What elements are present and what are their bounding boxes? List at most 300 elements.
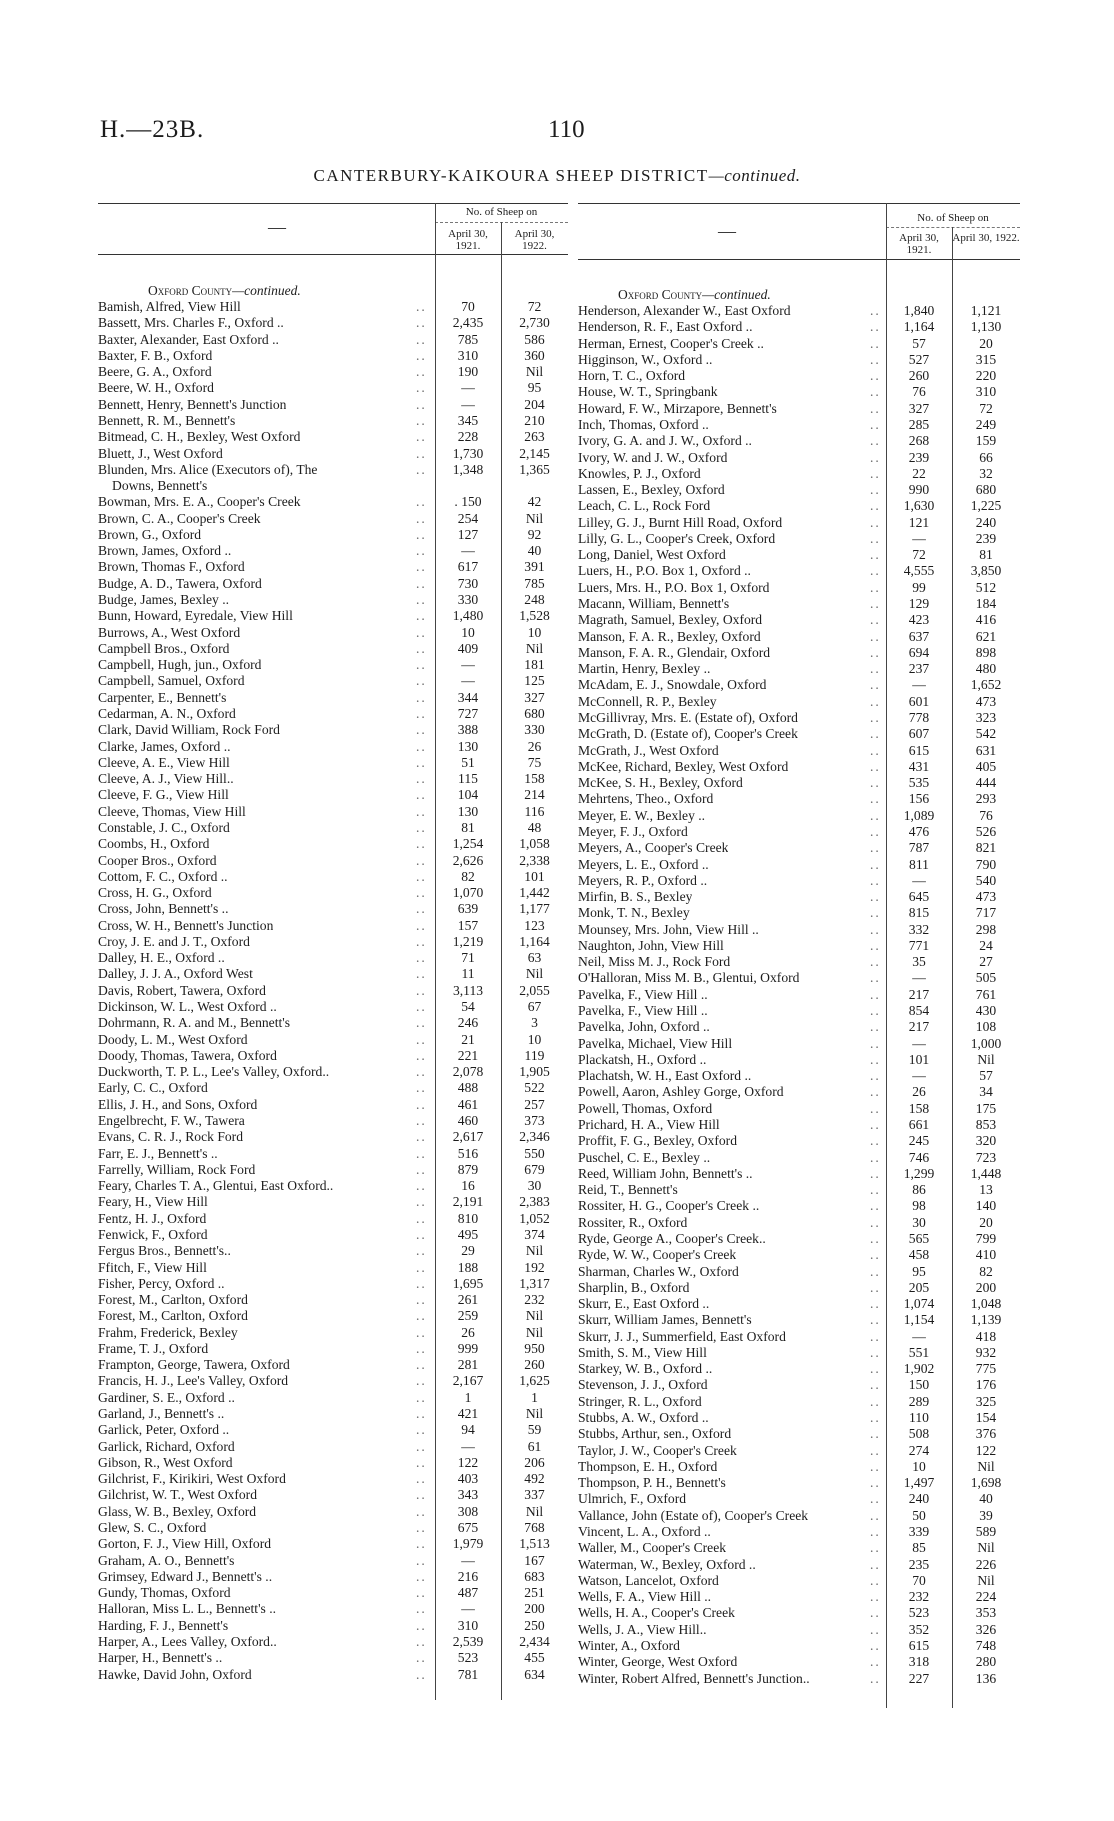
count-1922: 540	[975, 872, 997, 888]
count-1922: 748	[975, 1637, 997, 1653]
count-1921: 1,840	[903, 303, 935, 318]
leader-dots: ..	[870, 1605, 881, 1621]
entry-name: Cleeve, A. E., View Hill	[98, 754, 230, 770]
count-1922: 405	[975, 758, 997, 774]
entry-name: Neil, Miss M. J., Rock Ford	[578, 954, 731, 970]
entry-name: Baxter, F. B., Oxford	[98, 347, 213, 363]
header-bottom-rule	[578, 259, 1020, 260]
count-1921: 289	[908, 1393, 930, 1409]
table-row	[98, 1634, 568, 1650]
table-row	[578, 905, 1020, 921]
entry-name: Stubbs, A. W., Oxford ..	[578, 1410, 709, 1426]
count-1921: 999	[457, 1340, 479, 1356]
count-1922: 214	[524, 787, 545, 803]
count-1922: 192	[524, 1259, 545, 1275]
leader-dots: ..	[870, 416, 881, 432]
entry-name: Early, C. C., Oxford	[98, 1080, 208, 1096]
count-1922: 122	[975, 1442, 997, 1458]
entry-name: Cottom, F. C., Oxford ..	[98, 868, 228, 884]
entry-name: Croy, J. E. and J. T., Oxford	[98, 933, 250, 949]
entry-name: Gibson, R., West Oxford	[98, 1454, 233, 1470]
count-1921: 57	[912, 335, 926, 351]
count-1922: 10	[527, 624, 542, 640]
leader-dots: ..	[870, 1068, 881, 1084]
entry-name: Manson, F. A. R., Glendair, Oxford	[578, 644, 771, 660]
table-row	[578, 612, 1020, 628]
leader-dots: ..	[870, 1035, 881, 1051]
count-1921: 71	[461, 950, 475, 966]
count-1921: 1,074	[903, 1296, 935, 1312]
leader-dots: ..	[416, 1666, 427, 1682]
table-row	[578, 824, 1020, 840]
table-row	[98, 1080, 568, 1096]
count-1922: Nil	[977, 1051, 995, 1067]
table-row	[98, 527, 568, 543]
count-1921: 781	[457, 1666, 479, 1682]
leader-dots: ..	[416, 1129, 427, 1145]
count-1921: 150	[908, 1377, 930, 1393]
count-1922: 373	[524, 1113, 545, 1128]
count-1922: 206	[524, 1454, 545, 1470]
count-1922: 310	[975, 384, 997, 400]
entry-name: Fergus Bros., Bennett's..	[98, 1243, 231, 1259]
leader-dots: ..	[870, 1377, 881, 1393]
table-row	[98, 364, 568, 380]
table-row	[98, 1601, 568, 1617]
table-row	[578, 1377, 1020, 1393]
leader-dots: ..	[870, 823, 881, 839]
count-1921: —	[461, 380, 475, 396]
count-1922: 263	[524, 429, 545, 445]
leader-dots: ..	[416, 966, 427, 982]
table-row	[578, 417, 1020, 433]
entry-name: Ivory, W. and J. W., Oxford	[578, 449, 728, 465]
entry-name: Waterman, W., Bexley, Oxford ..	[578, 1556, 756, 1572]
entry-name: Ffitch, F., View Hill	[98, 1259, 207, 1275]
table-row	[578, 1036, 1020, 1052]
count-1921: 727	[457, 706, 479, 721]
entry-name: McGillivray, Mrs. E. (Estate of), Oxford	[578, 710, 798, 725]
entry-name: Grimsey, Edward J., Bennett's ..	[98, 1568, 273, 1584]
count-1921: 1,164	[903, 319, 935, 335]
count-1921: 115	[458, 771, 478, 787]
table-row	[98, 576, 568, 592]
leader-dots: ..	[870, 889, 881, 905]
count-1921: 310	[457, 1617, 479, 1633]
entry-name: Forest, M., Carlton, Oxford	[98, 1292, 248, 1308]
count-1921: 352	[908, 1621, 930, 1637]
leader-dots: ..	[870, 1100, 881, 1116]
count-1922: 492	[524, 1471, 545, 1487]
count-1921: 1,630	[903, 498, 935, 514]
leader-dots: ..	[416, 1520, 427, 1535]
entry-name: Gorton, F. J., View Hill, Oxford	[98, 1536, 272, 1552]
entry-name: Campbell Bros., Oxford	[98, 640, 230, 656]
table-row	[578, 1084, 1020, 1100]
count-1921: 461	[457, 1096, 479, 1112]
count-1922: 72	[979, 400, 993, 416]
leader-dots: ..	[416, 347, 427, 363]
count-1921: 854	[908, 1003, 930, 1019]
entry-name: Bluett, J., West Oxford	[98, 445, 223, 461]
count-1921: 81	[461, 819, 475, 835]
count-1922: 250	[524, 1617, 545, 1633]
count-1922: 680	[975, 482, 997, 498]
leader-dots: ..	[416, 885, 427, 901]
leader-dots: ..	[416, 1113, 427, 1128]
count-1921: 551	[908, 1344, 930, 1360]
count-1922: 167	[524, 1552, 545, 1568]
count-1921: 121	[908, 514, 930, 530]
table-row	[98, 869, 568, 885]
table-row	[578, 531, 1020, 547]
table-row	[578, 677, 1020, 693]
count-1922: 175	[975, 1100, 997, 1116]
leader-dots: ..	[416, 1422, 427, 1438]
table-row	[98, 1422, 568, 1438]
table-row	[578, 710, 1020, 726]
count-1922: 154	[975, 1410, 997, 1426]
entry-name: Glass, W. B., Bexley, Oxford	[98, 1503, 257, 1519]
count-1922: 323	[975, 710, 997, 725]
count-1921: 274	[908, 1442, 930, 1458]
count-1921: 2,617	[452, 1129, 484, 1145]
count-1922: 57	[979, 1068, 993, 1084]
table-row	[578, 1247, 1020, 1263]
count-1922: 40	[979, 1491, 993, 1507]
leader-dots: ..	[416, 722, 427, 738]
col-1922-header: April 30, 1922.	[514, 228, 555, 252]
entry-name: Brown, G., Oxford	[98, 526, 202, 542]
table-row	[98, 397, 568, 413]
count-1922: 325	[975, 1393, 997, 1409]
leader-dots: ..	[870, 368, 881, 384]
entry-name: Lassen, E., Bexley, Oxford	[578, 482, 725, 498]
leader-dots: ..	[416, 673, 427, 689]
entry-name: Harding, F. J., Bennett's	[98, 1617, 229, 1633]
entry-name: Rossiter, H. G., Cooper's Creek ..	[578, 1198, 760, 1214]
leader-dots: ..	[870, 1019, 881, 1035]
table-row	[578, 857, 1020, 873]
entry-name: Magrath, Samuel, Bexley, Oxford	[578, 612, 763, 628]
leader-dots: ..	[416, 901, 427, 917]
count-1921: 30	[912, 1214, 926, 1230]
entry-name: Naughton, John, View Hill	[578, 937, 724, 953]
count-1921: 1,154	[903, 1312, 935, 1328]
table-row	[578, 1068, 1020, 1084]
table-row	[578, 1150, 1020, 1166]
leader-dots: ..	[870, 303, 881, 318]
leader-dots: ..	[870, 1084, 881, 1100]
leader-dots: ..	[870, 791, 881, 807]
entry-name: Clarke, James, Oxford ..	[98, 738, 231, 754]
count-1922: 1,625	[519, 1373, 550, 1389]
table-row	[578, 1182, 1020, 1198]
count-1922: 101	[524, 868, 545, 884]
entry-name: Bowman, Mrs. E. A., Cooper's Creek	[98, 494, 301, 510]
count-1921: 72	[912, 547, 926, 563]
count-1921: 388	[457, 722, 479, 738]
table-row	[578, 547, 1020, 563]
entry-name: Baxter, Alexander, East Oxford ..	[98, 331, 279, 347]
entry-name: Hawke, David John, Oxford	[98, 1666, 252, 1682]
count-1921: 1,979	[452, 1536, 484, 1552]
group-rule	[886, 227, 1020, 228]
entry-name: Garlick, Richard, Oxford	[98, 1438, 235, 1454]
table-row	[98, 1064, 568, 1080]
count-1921: 268	[908, 433, 930, 449]
count-1921: 615	[908, 742, 930, 758]
leader-dots: ..	[416, 299, 427, 314]
count-1922: 119	[524, 1047, 545, 1063]
section-heading	[618, 287, 771, 303]
count-1922: 59	[527, 1422, 542, 1438]
count-1922: 32	[979, 465, 993, 481]
count-1922: 260	[524, 1357, 545, 1373]
table-row	[578, 1573, 1020, 1589]
count-1922: 3,850	[970, 563, 1002, 579]
count-1921: —	[461, 673, 475, 689]
count-1922: 418	[975, 1328, 997, 1344]
entry-name: Harper, A., Lees Valley, Oxford..	[98, 1633, 277, 1649]
count-1921: —	[461, 657, 475, 673]
table-row	[98, 1146, 568, 1162]
leader-dots: ..	[416, 1031, 427, 1047]
count-1921: 237	[908, 661, 930, 677]
table-row	[98, 1211, 568, 1227]
table-row	[578, 954, 1020, 970]
entry-name-continued: Downs, Bennett's	[112, 478, 208, 494]
leader-dots: ..	[870, 400, 881, 416]
count-1922: 63	[527, 950, 542, 966]
leader-dots: ..	[870, 1589, 881, 1605]
entry-name: McKee, Richard, Bexley, West Oxford	[578, 758, 789, 774]
section-name: Oxford County	[148, 283, 233, 298]
count-1922: 2,145	[519, 445, 550, 461]
count-1921: 787	[908, 840, 930, 856]
table-row	[578, 1101, 1020, 1117]
table-row	[98, 820, 568, 836]
count-1922: 125	[524, 673, 545, 689]
entry-name: Powell, Thomas, Oxford	[578, 1100, 713, 1116]
table-row	[578, 987, 1020, 1003]
count-1921: 565	[908, 1230, 930, 1246]
count-1922: 48	[527, 819, 542, 835]
leader-dots: ..	[416, 1585, 427, 1601]
count-1921: 815	[908, 905, 930, 921]
entry-name: Cleeve, F. G., View Hill	[98, 787, 229, 803]
entry-name: Prichard, H. A., View Hill	[578, 1117, 720, 1132]
count-1921: 104	[457, 787, 479, 803]
table-row	[98, 1357, 568, 1373]
count-1921: 1,902	[903, 1361, 935, 1377]
leader-dots: ..	[416, 592, 427, 608]
col-1922-header: April 30, 1922.	[952, 232, 1020, 244]
count-1922: 480	[975, 661, 997, 677]
leader-dots: ..	[870, 726, 881, 742]
leader-dots: ..	[416, 640, 427, 656]
count-1921: —	[912, 530, 926, 546]
leader-dots: ..	[416, 331, 427, 347]
count-1921: 2,435	[452, 315, 484, 331]
table-row	[98, 299, 568, 315]
leader-dots: ..	[870, 1117, 881, 1132]
count-1922: 226	[975, 1556, 997, 1572]
count-1921: . 150	[454, 494, 482, 510]
entry-name: Mehrtens, Theo., Oxford	[578, 791, 714, 807]
count-1922: 298	[975, 921, 997, 937]
leader-dots: ..	[416, 1406, 427, 1422]
count-1921: 495	[457, 1226, 479, 1242]
leader-dots: ..	[416, 1373, 427, 1389]
leader-dots: ..	[416, 1161, 427, 1177]
name-column-header: —	[268, 217, 286, 237]
table-row	[578, 1638, 1020, 1654]
count-1922: 717	[975, 905, 997, 921]
entry-name: Watson, Lancelot, Oxford	[578, 1572, 719, 1588]
table-row	[578, 726, 1020, 742]
table-row	[98, 1194, 568, 1210]
leader-dots: ..	[870, 1263, 881, 1279]
leader-dots: ..	[870, 807, 881, 823]
count-1922: 950	[524, 1340, 545, 1356]
count-1922: 10	[527, 1031, 542, 1047]
entry-name: Brown, James, Oxford ..	[98, 543, 232, 559]
entry-name: Ellis, J. H., and Sons, Oxford	[98, 1096, 258, 1112]
leader-dots: ..	[416, 1243, 427, 1259]
table-row	[578, 1491, 1020, 1507]
count-1922: 932	[975, 1344, 997, 1360]
table-row	[98, 771, 568, 787]
entry-name: Brown, Thomas F., Oxford	[98, 559, 245, 575]
count-1921: 245	[908, 1133, 930, 1149]
entry-name: Constable, J. C., Oxford	[98, 819, 230, 835]
count-1921: 246	[457, 1015, 479, 1031]
leader-dots: ..	[416, 1194, 427, 1210]
count-1921: 527	[908, 351, 930, 367]
leader-dots: ..	[870, 596, 881, 612]
count-1922: 251	[524, 1585, 545, 1601]
entry-name: McKee, S. H., Bexley, Oxford	[578, 775, 743, 791]
leader-dots: ..	[870, 1507, 881, 1523]
count-1922: 790	[975, 856, 997, 872]
table-row	[578, 1231, 1020, 1247]
leader-dots: ..	[416, 1617, 427, 1633]
table-row	[578, 1019, 1020, 1035]
leader-dots: ..	[416, 412, 427, 428]
leader-dots: ..	[416, 429, 427, 445]
table-row	[578, 384, 1020, 400]
count-1922: 248	[524, 592, 545, 608]
table-row	[98, 1113, 568, 1129]
count-1921: 811	[909, 856, 929, 872]
count-1921: 122	[457, 1454, 479, 1470]
table-row	[98, 706, 568, 722]
entry-name: Gilchrist, F., Kirikiri, West Oxford	[98, 1471, 286, 1487]
table-row	[98, 559, 568, 575]
entry-name: Meyers, L. E., Oxford ..	[578, 856, 709, 872]
count-1922: Nil	[977, 1572, 995, 1588]
entry-name: Doody, Thomas, Tawera, Oxford	[98, 1047, 277, 1063]
count-1921: 523	[908, 1605, 930, 1621]
leader-dots: ..	[416, 754, 427, 770]
count-1921: 785	[457, 331, 479, 347]
entry-name: Budge, James, Bexley ..	[98, 592, 230, 608]
count-1921: 10	[461, 624, 475, 640]
table-row	[98, 543, 568, 559]
table-row	[578, 1540, 1020, 1556]
count-1921: —	[461, 543, 475, 559]
table-row	[578, 1329, 1020, 1345]
count-1922: 95	[527, 380, 542, 396]
leader-dots: ..	[870, 677, 881, 693]
count-1921: 1,254	[452, 836, 484, 852]
count-1921: 1,695	[452, 1275, 484, 1291]
count-1921: 535	[908, 775, 930, 791]
entry-name: Smith, S. M., View Hill	[578, 1344, 707, 1360]
leader-dots: ..	[416, 1210, 427, 1226]
count-1921: 330	[457, 592, 479, 608]
sheep-count-group-header: No. of Sheep on	[465, 206, 538, 218]
count-1921: 2,167	[452, 1373, 484, 1389]
entry-name: Vallance, John (Estate of), Cooper's Creek	[578, 1507, 809, 1523]
table-row	[578, 1166, 1020, 1182]
leader-dots: ..	[416, 771, 427, 787]
count-1922: 293	[975, 791, 997, 807]
count-1921: —	[912, 1068, 926, 1084]
count-1921: —	[912, 1328, 926, 1344]
leader-dots: ..	[870, 498, 881, 514]
count-1921: 101	[908, 1051, 930, 1067]
count-1921: —	[912, 872, 926, 888]
count-1921: 127	[457, 526, 479, 542]
leader-dots: ..	[416, 1178, 427, 1194]
entry-name: Bitmead, C. H., Bexley, West Oxford	[98, 429, 301, 445]
count-1922: Nil	[525, 1503, 544, 1519]
table-row	[98, 804, 568, 820]
section-suffix: —continued.	[702, 287, 771, 302]
leader-dots: ..	[870, 1344, 881, 1360]
table-row	[98, 1536, 568, 1552]
leader-dots: ..	[416, 1015, 427, 1031]
leader-dots: ..	[870, 465, 881, 481]
entry-name: McGrath, D. (Estate of), Cooper's Creek	[578, 726, 798, 742]
entry-name: Fisher, Percy, Oxford ..	[98, 1275, 225, 1291]
table-row	[578, 1557, 1020, 1573]
count-1921: 21	[461, 1031, 475, 1047]
entry-name: Winter, A., Oxford	[578, 1637, 680, 1653]
count-1922: 785	[524, 575, 545, 591]
count-1921: 254	[457, 510, 479, 526]
leader-dots: ..	[416, 315, 427, 331]
count-1922: 123	[524, 917, 545, 933]
leader-dots: ..	[870, 775, 881, 791]
count-1922: 159	[975, 433, 997, 449]
entry-name: Cooper Bros., Oxford	[98, 852, 217, 868]
count-1922: 1,528	[519, 608, 550, 624]
count-1921: —	[461, 396, 475, 412]
table-row	[578, 450, 1020, 466]
leader-dots: ..	[870, 905, 881, 921]
table-row	[578, 1671, 1020, 1687]
entry-name: Starkey, W. B., Oxford ..	[578, 1361, 713, 1377]
count-1922: 13	[979, 1182, 993, 1198]
entry-name: Dohrmann, R. A. and M., Bennett's	[98, 1015, 290, 1031]
entry-name: Frampton, George, Tawera, Oxford	[98, 1357, 290, 1373]
table-row	[98, 787, 568, 803]
count-1922: Nil	[977, 1458, 995, 1474]
leader-dots: ..	[416, 1568, 427, 1584]
